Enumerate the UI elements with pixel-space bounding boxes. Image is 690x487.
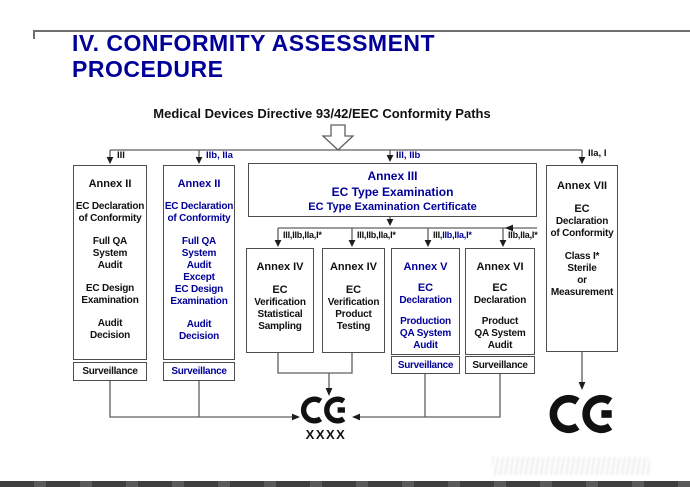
page-title-line1: IV. CONFORMITY ASSESSMENT bbox=[72, 30, 436, 56]
box-title: Annex V bbox=[403, 261, 448, 273]
ce-code: XXXX bbox=[305, 427, 347, 442]
annex-iv-product-testing-box bbox=[322, 248, 385, 353]
box-text-group: Product QA System Audit bbox=[474, 316, 526, 352]
box-title: Annex II bbox=[177, 178, 221, 190]
surveillance-box: Surveillance bbox=[391, 356, 460, 374]
box-text-group: Audit Decision bbox=[178, 319, 220, 342]
sub-branch-label-3-blue: IIb,IIa,I* bbox=[442, 230, 472, 240]
box-text-group: EC Declaration of Conformity bbox=[550, 203, 614, 240]
annex-vi-box bbox=[465, 248, 535, 355]
box-title: Annex VI bbox=[476, 261, 524, 273]
annex-ii-except-design-box bbox=[163, 165, 235, 360]
box-text-group: Production QA System Audit bbox=[399, 316, 452, 352]
annex-iv-statistical-box bbox=[246, 248, 314, 353]
box-title: Annex IV bbox=[329, 261, 378, 273]
box-text-group: Class I* Sterile or Measurement bbox=[550, 251, 614, 299]
box-text-group: EC Declaration of Conformity bbox=[164, 201, 234, 224]
ce-mark bbox=[300, 393, 352, 427]
sub-branch-label-3 bbox=[433, 230, 472, 240]
sub-branch-label-4: IIb,IIa,I* bbox=[508, 230, 538, 240]
surveillance-box: Surveillance bbox=[465, 356, 535, 374]
box-title: Annex II bbox=[88, 178, 132, 190]
branch-label-IIa-I: IIa, I bbox=[588, 148, 607, 159]
box-text-group: Audit Decision bbox=[89, 318, 131, 341]
box-text-group: EC Verification Statistical Sampling bbox=[254, 284, 306, 333]
box-text-group: Full QA System Audit bbox=[92, 236, 128, 271]
branch-label-IIb-IIa: IIb, IIa bbox=[206, 150, 233, 161]
surveillance-box: Surveillance bbox=[163, 362, 235, 381]
box-title: Annex IV bbox=[256, 261, 304, 273]
annex-iii-box: Annex III EC Type Examination EC Type Examination Certificate bbox=[248, 163, 537, 217]
annex-vii-box bbox=[546, 165, 618, 352]
sub-branch-label-3-black: III, bbox=[433, 230, 443, 240]
box-title: Annex VII bbox=[556, 180, 608, 192]
sub-branch-label-1: III,IIb,IIa,I* bbox=[283, 230, 322, 240]
annex-ii-full-qa-box bbox=[73, 165, 147, 360]
box-title: Annex III bbox=[367, 169, 418, 183]
box-text-group: Full QA System Audit Except EC Design Examination bbox=[170, 236, 228, 307]
surveillance-box: Surveillance bbox=[73, 362, 147, 381]
sub-branch-label-2: III,IIb,IIa,I* bbox=[357, 230, 396, 240]
box-text-group: EC Design Examination bbox=[81, 283, 139, 306]
box-text-group: EC Declaration bbox=[399, 282, 452, 307]
diagram-subtitle: Medical Devices Directive 93/42/EEC Conformity Paths bbox=[153, 106, 491, 121]
branch-label-III-IIb: III, IIb bbox=[396, 150, 421, 161]
branch-label-III: III bbox=[117, 150, 125, 161]
flow-arrow-icon bbox=[323, 125, 353, 150]
ce-mark-self-certification bbox=[548, 390, 622, 438]
box-text-group: EC Declaration bbox=[473, 282, 527, 307]
annex-v-box bbox=[391, 248, 460, 355]
box-text-group: EC Verification Product Testing bbox=[327, 284, 380, 333]
page-title-line2: PROCEDURE bbox=[72, 55, 224, 82]
box-text-group: EC Declaration of Conformity bbox=[75, 201, 145, 224]
